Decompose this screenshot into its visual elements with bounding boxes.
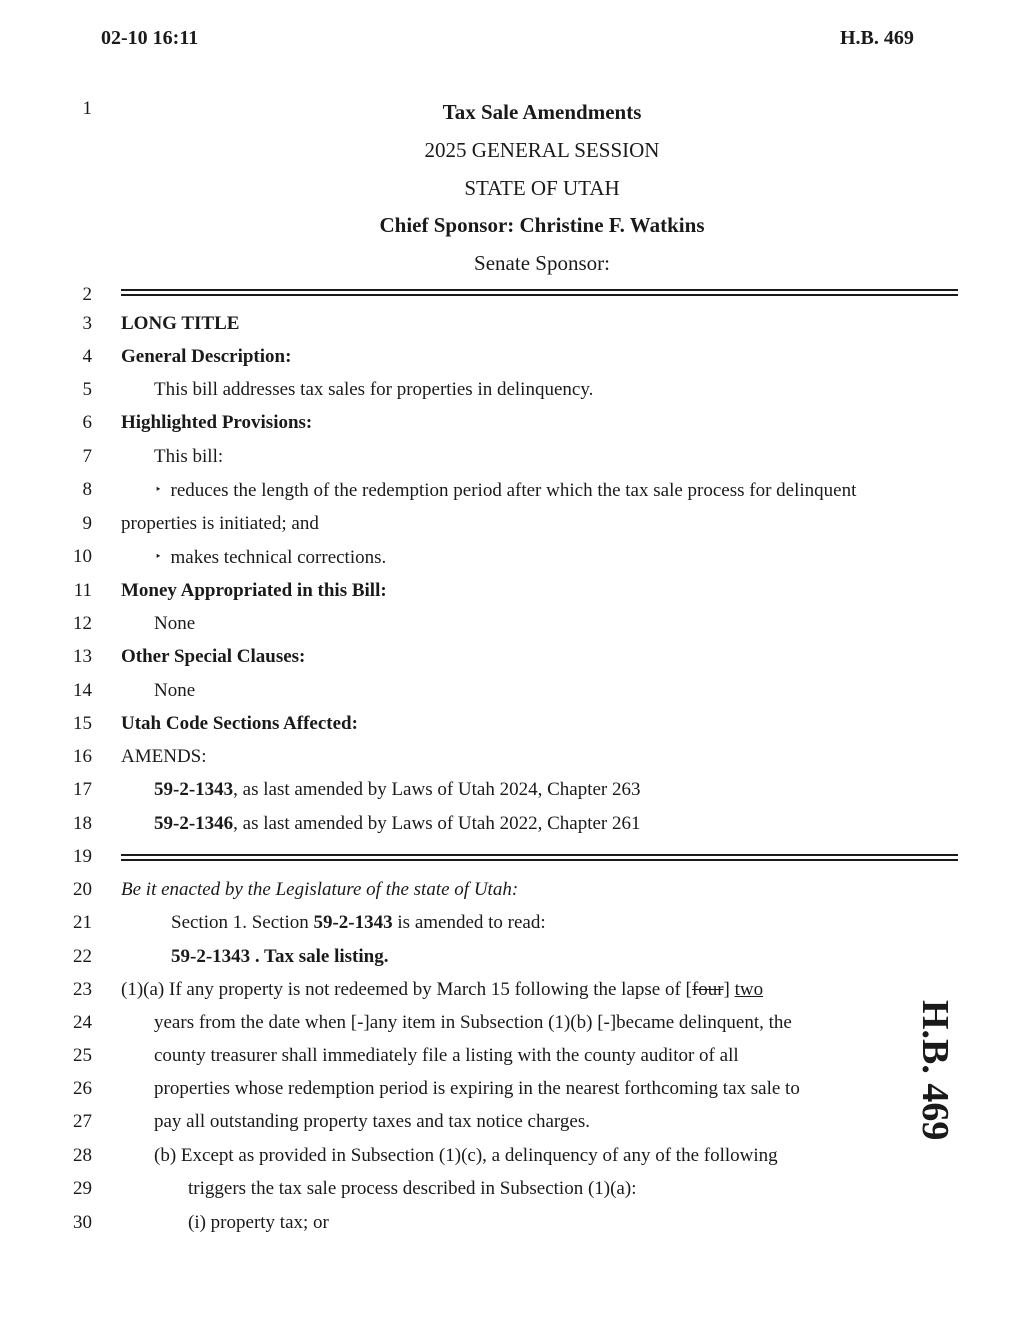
- code-section-desc: , as last amended by Laws of Utah 2024, Chapter 263: [233, 779, 641, 800]
- statute-text: ]: [723, 979, 735, 1000]
- amends-label: AMENDS:: [121, 746, 207, 767]
- line-number: 15: [73, 713, 92, 734]
- section-intro-pre: Section 1. Section: [171, 912, 314, 933]
- double-rule-top: [121, 289, 958, 296]
- line-number: 14: [73, 680, 92, 701]
- general-description-heading: General Description:: [121, 346, 292, 367]
- this-bill-label: This bill:: [154, 446, 224, 467]
- statute-line: county treasurer shall immediately file a listing with the county auditor of all: [154, 1045, 739, 1066]
- money-appropriated-heading: Money Appropriated in this Bill:: [121, 580, 387, 601]
- struck-text: four: [691, 979, 724, 1000]
- line-number: 5: [82, 379, 92, 400]
- header-timestamp: 02-10 16:11: [101, 27, 199, 49]
- special-clauses-text: None: [154, 680, 196, 701]
- line-number: 16: [73, 746, 92, 767]
- line-number: 26: [73, 1078, 92, 1099]
- section-intro: [171, 912, 546, 934]
- line-number: 9: [82, 513, 92, 534]
- special-clauses-heading: Other Special Clauses:: [121, 646, 306, 667]
- chief-sponsor: Chief Sponsor: Christine F. Watkins: [379, 213, 705, 237]
- line-number: 18: [73, 813, 92, 834]
- code-section-number: 59-2-1343: [154, 779, 234, 800]
- line-number: 21: [73, 912, 92, 933]
- line-number: 4: [82, 346, 92, 367]
- statute-line: pay all outstanding property taxes and tax notice charges.: [154, 1111, 590, 1132]
- line-number: 11: [73, 580, 92, 601]
- statute-line: [121, 979, 763, 1001]
- line-number: 30: [73, 1212, 92, 1233]
- provision-text: makes technical corrections.: [170, 547, 387, 568]
- line-number: 3: [82, 313, 92, 334]
- code-section-number: 59-2-1346: [154, 813, 234, 834]
- line-number: 1: [82, 98, 92, 119]
- state-label: STATE OF UTAH: [464, 176, 620, 200]
- enacting-clause: Be it enacted by the Legislature of the state of Utah:: [121, 879, 519, 900]
- code-section-entry: [154, 813, 641, 835]
- header-bill-id: H.B. 469: [840, 27, 914, 49]
- double-rule-bottom: [121, 854, 958, 861]
- section-intro-post: is amended to read:: [392, 912, 546, 933]
- bullet-icon: ‣: [155, 484, 162, 496]
- statute-line: (i) property tax; or: [188, 1212, 329, 1233]
- statute-line: years from the date when [-]any item in Subsection (1)(b) [-]became delinquent, the: [154, 1012, 792, 1033]
- margin-bill-label: H.B. 469: [914, 1000, 956, 1141]
- statute-line: triggers the tax sale process described in Subsection (1)(a):: [188, 1178, 637, 1199]
- line-number: 6: [82, 412, 92, 433]
- highlighted-provisions-heading: Highlighted Provisions:: [121, 412, 313, 433]
- line-number: 28: [73, 1145, 92, 1166]
- code-section-desc: , as last amended by Laws of Utah 2022, Chapter 261: [233, 813, 641, 834]
- provision-item: [155, 546, 386, 569]
- general-description-text: This bill addresses tax sales for properties in delinquency.: [154, 379, 594, 400]
- money-appropriated-text: None: [154, 613, 196, 634]
- line-number: 7: [82, 446, 92, 467]
- code-sections-heading: Utah Code Sections Affected:: [121, 713, 358, 734]
- code-section-entry: [154, 779, 641, 801]
- line-number: 24: [73, 1012, 92, 1033]
- line-number: 29: [73, 1178, 92, 1199]
- line-number: 13: [73, 646, 92, 667]
- line-number: 19: [73, 846, 92, 867]
- line-number: 8: [82, 479, 92, 500]
- session-label: 2025 GENERAL SESSION: [424, 138, 660, 162]
- inserted-text: two: [734, 979, 764, 1000]
- line-number: 27: [73, 1111, 92, 1132]
- statute-text: (1)(a) If any property is not redeemed by March 15 following the lapse of [: [121, 979, 692, 1000]
- provision-item: [155, 479, 856, 502]
- senate-sponsor: Senate Sponsor:: [474, 251, 610, 275]
- provision-text: reduces the length of the redemption period after which the tax sale process for delinquent: [170, 480, 857, 501]
- provision-continuation: properties is initiated; and: [121, 513, 319, 534]
- section-title: 59-2-1343 . Tax sale listing.: [171, 946, 389, 967]
- statute-line: (b) Except as provided in Subsection (1)(c), a delinquency of any of the following: [154, 1145, 778, 1166]
- bill-title: Tax Sale Amendments: [442, 100, 642, 124]
- line-number: 22: [73, 946, 92, 967]
- line-number: 20: [73, 879, 92, 900]
- line-number: 17: [73, 779, 92, 800]
- line-number: 25: [73, 1045, 92, 1066]
- bullet-icon: ‣: [155, 551, 162, 563]
- line-number: 10: [73, 546, 92, 567]
- long-title-heading: LONG TITLE: [121, 313, 240, 334]
- line-number: 2: [82, 284, 92, 305]
- line-number: 23: [73, 979, 92, 1000]
- section-code: 59-2-1343: [313, 912, 393, 933]
- line-number: 12: [73, 613, 92, 634]
- statute-line: properties whose redemption period is expiring in the nearest forthcoming tax sale to: [154, 1078, 800, 1099]
